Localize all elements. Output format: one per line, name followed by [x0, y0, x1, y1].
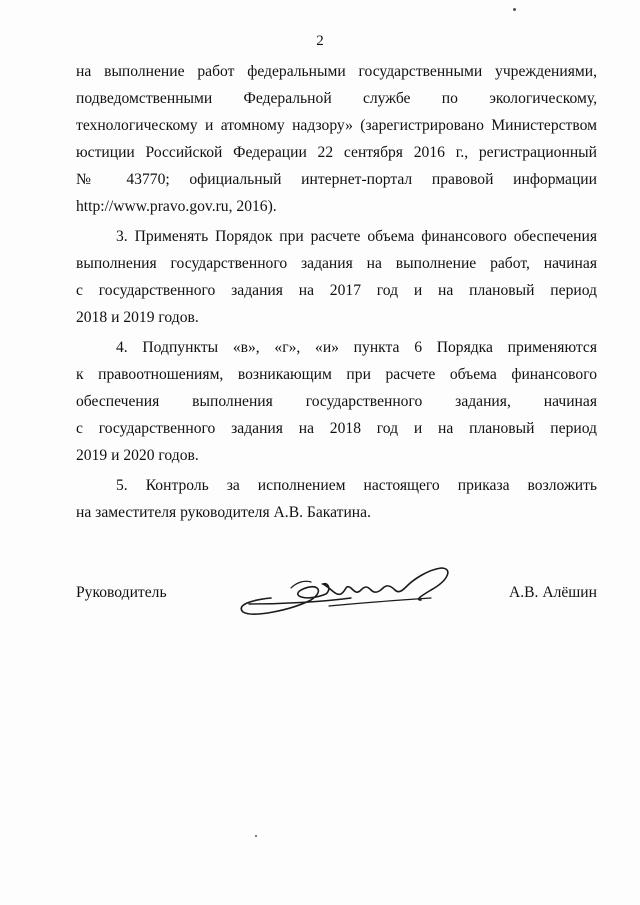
text-line: с государственного задания на 2017 год и на плановый период — [76, 282, 597, 299]
scan-speck — [513, 8, 516, 11]
text-line: выполнения государственного задания на выполнение работ, начиная — [76, 255, 597, 272]
paragraph-continuation — [76, 58, 597, 220]
text-line: 5. Контроль за исполнением настоящего приказа возложить — [116, 477, 597, 494]
signature-block — [76, 560, 597, 630]
signatory-position: Руководитель — [76, 584, 167, 601]
text-line: 2018 и 2019 годов. — [76, 309, 199, 326]
text-line: с государственного задания на 2018 год и на плановый период — [76, 420, 597, 437]
text-line: 4. Подпункты «в», «г», «и» пункта 6 Порядка применяются — [116, 339, 597, 356]
paragraph-item-4 — [76, 334, 597, 469]
body-text — [76, 58, 597, 529]
text-line: на выполнение работ федеральными государственными учреждениями, — [76, 63, 597, 80]
text-line: к правоотношениям, возникающим при расчете объема финансового — [76, 366, 597, 383]
text-line: на заместителя руководителя А.В. Бакатина. — [76, 504, 371, 521]
text-line: http://www.pravo.gov.ru, 2016). — [76, 198, 277, 215]
text-line: обеспечения выполнения государственного задания, начиная — [76, 393, 597, 410]
handwritten-signature — [231, 560, 461, 620]
text-line: № 43770; официальный интернет-портал правовой информации — [76, 171, 597, 188]
text-line: 2019 и 2020 годов. — [76, 447, 199, 464]
page-number: 2 — [316, 33, 324, 49]
text-line: технологическому и атомному надзору» (зарегистрировано Министерством — [76, 117, 597, 134]
paragraph-item-5 — [76, 472, 597, 526]
signatory-name: А.В. Алёшин — [508, 584, 597, 601]
text-line: подведомственными Федеральной службе по экологическому, — [76, 90, 597, 107]
paragraph-item-3 — [76, 223, 597, 331]
text-line: 3. Применять Порядок при расчете объема финансового обеспечения — [116, 228, 597, 245]
scan-speck — [255, 835, 257, 837]
text-line: юстиции Российской Федерации 22 сентября 2016 г., регистрационный — [76, 144, 597, 161]
